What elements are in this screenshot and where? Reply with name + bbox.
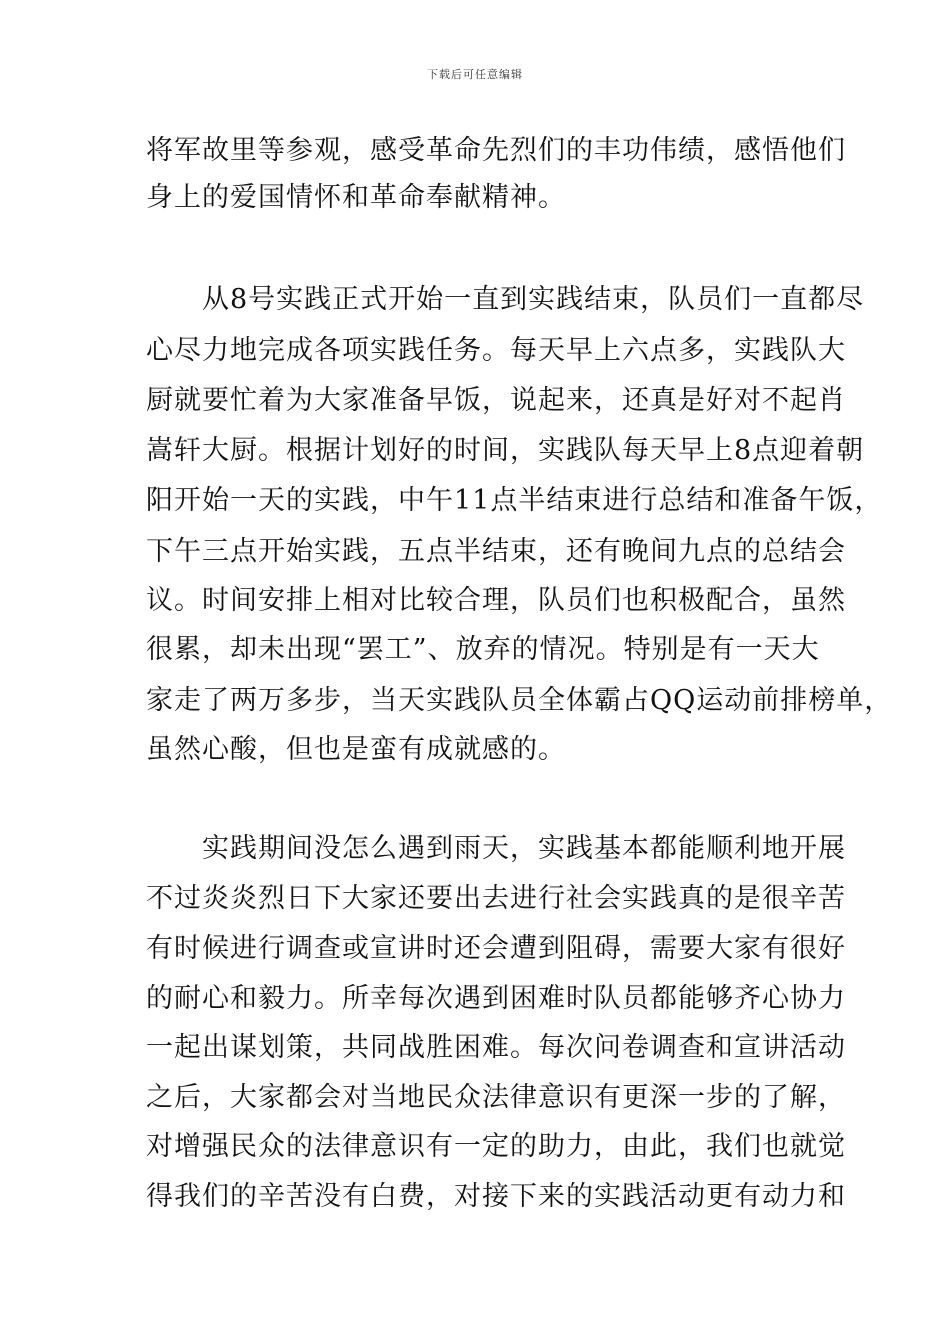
paragraph-2-line-5: 阳开始一天的实践，中午11点半结束进行总结和准备午饭，: [146, 485, 883, 516]
paragraph-2-line-3: 厨就要忙着为大家准备早饭，说起来，还真是好对不起肖: [146, 385, 846, 416]
paragraph-3-line-5: 一起出谋划策，共同战胜困难。每次问卷调查和宣讲活动: [146, 1032, 846, 1063]
paragraph-3-line-6: 之后，大家都会对当地民众法律意识有更深一步的了解，: [146, 1082, 846, 1113]
paragraph-2-line-6: 下午三点开始实践，五点半结束，还有晚间九点的总结会: [146, 536, 846, 567]
paragraph-1-line-2: 身上的爱国情怀和革命奉献精神。: [146, 182, 566, 213]
paragraph-2-line-1: 从8号实践正式开始一直到实践结束，队员们一直都尽: [146, 284, 865, 315]
paragraph-2-line-4: 嵩轩大厨。根据计划好的时间，实践队每天早上8点迎着朝: [146, 435, 865, 466]
paragraph-3-line-7: 对增强民众的法律意识有一定的助力，由此，我们也就觉: [146, 1131, 846, 1162]
paragraph-2-line-7: 议。时间安排上相对比较合理，队员们也积极配合，虽然: [146, 585, 846, 616]
paragraph-2-line-10: 虽然心酸，但也是蛮有成就感的。: [146, 734, 566, 765]
page-header-note: 下载后可任意编辑: [427, 68, 523, 81]
paragraph-3-line-4: 的耐心和毅力。所幸每次遇到困难时队员都能够齐心协力: [146, 983, 846, 1014]
paragraph-2-line-8: 很累，却未出现“罢工”、放弃的情况。特别是有一天大: [146, 634, 820, 665]
paragraph-3-line-8: 得我们的辛苦没有白费，对接下来的实践活动更有动力和: [146, 1181, 846, 1212]
paragraph-2-line-9: 家走了两万多步，当天实践队员全体霸占QQ运动前排榜单，: [146, 685, 893, 716]
paragraph-3-line-3: 有时候进行调查或宣讲时还会遭到阻碍，需要大家有很好: [146, 933, 846, 964]
paragraph-3-line-1: 实践期间没怎么遇到雨天，实践基本都能顺利地开展: [146, 833, 846, 864]
paragraph-2-line-2: 心尽力地完成各项实践任务。每天早上六点多，实践队大: [146, 335, 846, 366]
paragraph-3-line-2: 不过炎炎烈日下大家还要出去进行社会实践真的是很辛苦: [146, 883, 846, 914]
paragraph-1-line-1: 将军故里等参观，感受革命先烈们的丰功伟绩，感悟他们: [146, 135, 846, 166]
